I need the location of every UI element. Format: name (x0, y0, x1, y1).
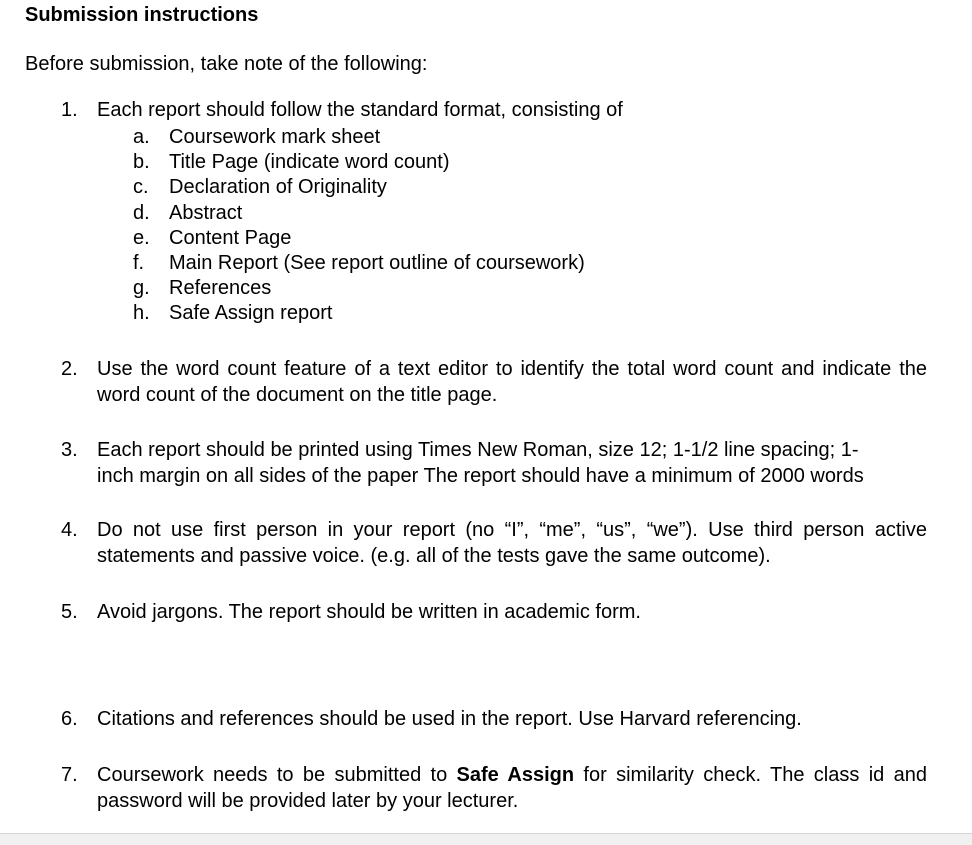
list-item-text: Use the word count feature of a text editor to identify the total word count and indicate the word count of the document on the title page. (97, 358, 927, 406)
window-bottom-edge (0, 833, 972, 845)
sub-item-letter: b. (133, 151, 150, 173)
list-item-6 (61, 707, 927, 733)
sub-item-text: Declaration of Originality (169, 176, 387, 198)
list-item-text: Citations and references should be used in the report. Use Harvard referencing. (97, 708, 802, 730)
list-item-4 (61, 518, 927, 569)
list-item-text: Each report should follow the standard format, consisting of (97, 99, 623, 121)
sub-item-letter: f. (133, 252, 145, 274)
list-item-text (97, 763, 927, 814)
list-item-2 (61, 357, 927, 408)
list-item-number: 2. (61, 358, 78, 380)
list-item-number: 6. (61, 708, 78, 730)
sub-item-letter: a. (133, 126, 150, 148)
sub-item-text: Abstract (169, 202, 243, 224)
list-item-number: 5. (61, 601, 78, 623)
sub-item-letter: d. (133, 202, 150, 224)
sub-item-letter: g. (133, 277, 150, 299)
sub-item-text: References (169, 277, 272, 299)
list-item-3 (61, 438, 927, 489)
list-item-number: 4. (61, 519, 78, 541)
sub-item-text: Safe Assign report (169, 302, 333, 324)
list-item-1 (61, 98, 927, 124)
list-item-number: 3. (61, 439, 78, 461)
list-item-7 (61, 763, 927, 814)
sub-item-text: Coursework mark sheet (169, 126, 381, 148)
safe-assign-emphasis: Safe Assign (456, 764, 575, 786)
list-item-text-line-1: Each report should be printed using Times New Roman, size 12; 1-1/2 line spacing; 1- (97, 439, 859, 461)
list-item-text: Do not use first person in your report (no “I”, “me”, “us”, “we”). Use third person active statements and passive voice. (e.g. all of the tests gave the same outcome). (97, 519, 927, 567)
sub-item-text: Title Page (indicate word count) (169, 151, 450, 173)
list-item-text: Avoid jargons. The report should be written in academic form. (97, 601, 641, 623)
list-item-5 (61, 600, 927, 626)
sub-item-letter: e. (133, 227, 150, 249)
list-item-text-line-2: inch margin on all sides of the paper The report should have a minimum of 2000 words (97, 464, 864, 487)
page-title: Submission instructions (25, 4, 259, 26)
sub-item-text: Content Page (169, 227, 292, 249)
list-item-text-before: Coursework needs to be submitted to (97, 764, 457, 786)
sub-item-letter: h. (133, 302, 150, 324)
list-item-number: 7. (61, 764, 78, 786)
intro-text: Before submission, take note of the following: (25, 53, 428, 75)
sub-item-letter: c. (133, 176, 149, 198)
list-item-number: 1. (61, 99, 78, 121)
list-item-text-after: for similarity check. The class id and password will be provided later by your lecturer. (97, 764, 927, 812)
sub-item-text: Main Report (See report outline of coursework) (169, 252, 585, 274)
